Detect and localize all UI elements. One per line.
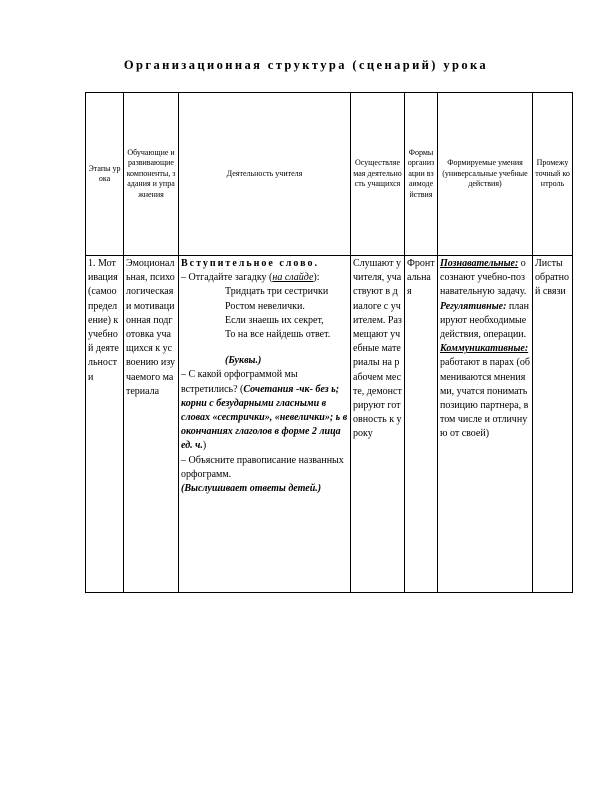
- riddle-answer: (Буквы.): [225, 355, 262, 367]
- header-learning-components: Обучающие и развивающие компоненты, задания и упражнения: [124, 93, 179, 256]
- header-intermediate-control: Промежуточный контроль: [533, 93, 573, 256]
- intro-heading: Вступительное слово.: [181, 258, 319, 269]
- riddle-prompt: – Отгадайте загадку (: [181, 272, 273, 284]
- table-header-row: [86, 93, 573, 256]
- listen-note: (Выслушивает ответы детей.): [181, 483, 322, 495]
- cell-formed-skills: [438, 256, 533, 593]
- communicative-label: Коммуникативные:: [440, 343, 529, 355]
- poem-line: Тридцать три сестрички: [225, 286, 329, 298]
- header-formed-skills: Формируемые умения (универсальные учебные действия): [438, 93, 533, 256]
- regulatory-label: Регулятивные:: [440, 300, 507, 312]
- header-student-activity: Осуществляемая деятельность учащихся: [351, 93, 405, 256]
- lesson-structure-table: [85, 92, 573, 593]
- poem-line: То на все найдешь ответ.: [225, 329, 331, 341]
- page-title: Организационная структура (сценарий) урока: [123, 58, 489, 72]
- cell-learning-components: Эмоциональная, психологическая и мотивационная подготовка учащихся к усвоению изучаемого материала: [124, 256, 179, 593]
- cell-interaction-form: Фронтальная: [405, 256, 438, 593]
- riddle-prompt-end: ):: [313, 272, 320, 284]
- spelling-task: – Объясните правописание названных орфограмм.: [181, 454, 344, 480]
- cognitive-text: осознают учебно-познавательную задачу.: [440, 258, 527, 298]
- orthogram-question: – С какой орфограммой мы встретились? (: [181, 369, 298, 395]
- cell-stage: 1. Мотивация (самоопределение) к учебной деятельности: [86, 256, 124, 593]
- regulatory-text: планируют необходимые действия, операции.: [440, 300, 530, 341]
- header-interaction-forms: Формы организации взаимодействия: [405, 93, 438, 256]
- header-stage: Этапы урока: [86, 93, 124, 256]
- poem-line: Ростом невелички.: [225, 300, 305, 312]
- table-row: [86, 256, 573, 593]
- cell-teacher-activity: [179, 256, 351, 593]
- cognitive-label: Познавательные:: [440, 258, 519, 269]
- cell-intermediate-control: Листы обратной связи: [533, 256, 573, 593]
- cell-student-activity: Слушают учителя, участвуют в диалоге с учителем. Размещают учебные материалы на рабочем месте, демонстрируют готовность к уроку: [351, 256, 405, 593]
- orthogram-answer: Сочетания -чк- без ь; корни с безударными гласными в словах «сестрички», «невелички»; ь в окончаниях глаголов в форме 2 лица ед. ч.: [181, 383, 348, 452]
- poem-line: Если знаешь их секрет,: [225, 314, 324, 326]
- slide-ref: на слайде: [272, 272, 314, 284]
- orthogram-question-end: ): [202, 440, 207, 452]
- communicative-text: работают в парах (обмениваются мнениями, учатся понимать позицию партнера, в том числе и отличную от своей): [440, 357, 530, 440]
- header-teacher-activity: Деятельность учителя: [179, 93, 351, 256]
